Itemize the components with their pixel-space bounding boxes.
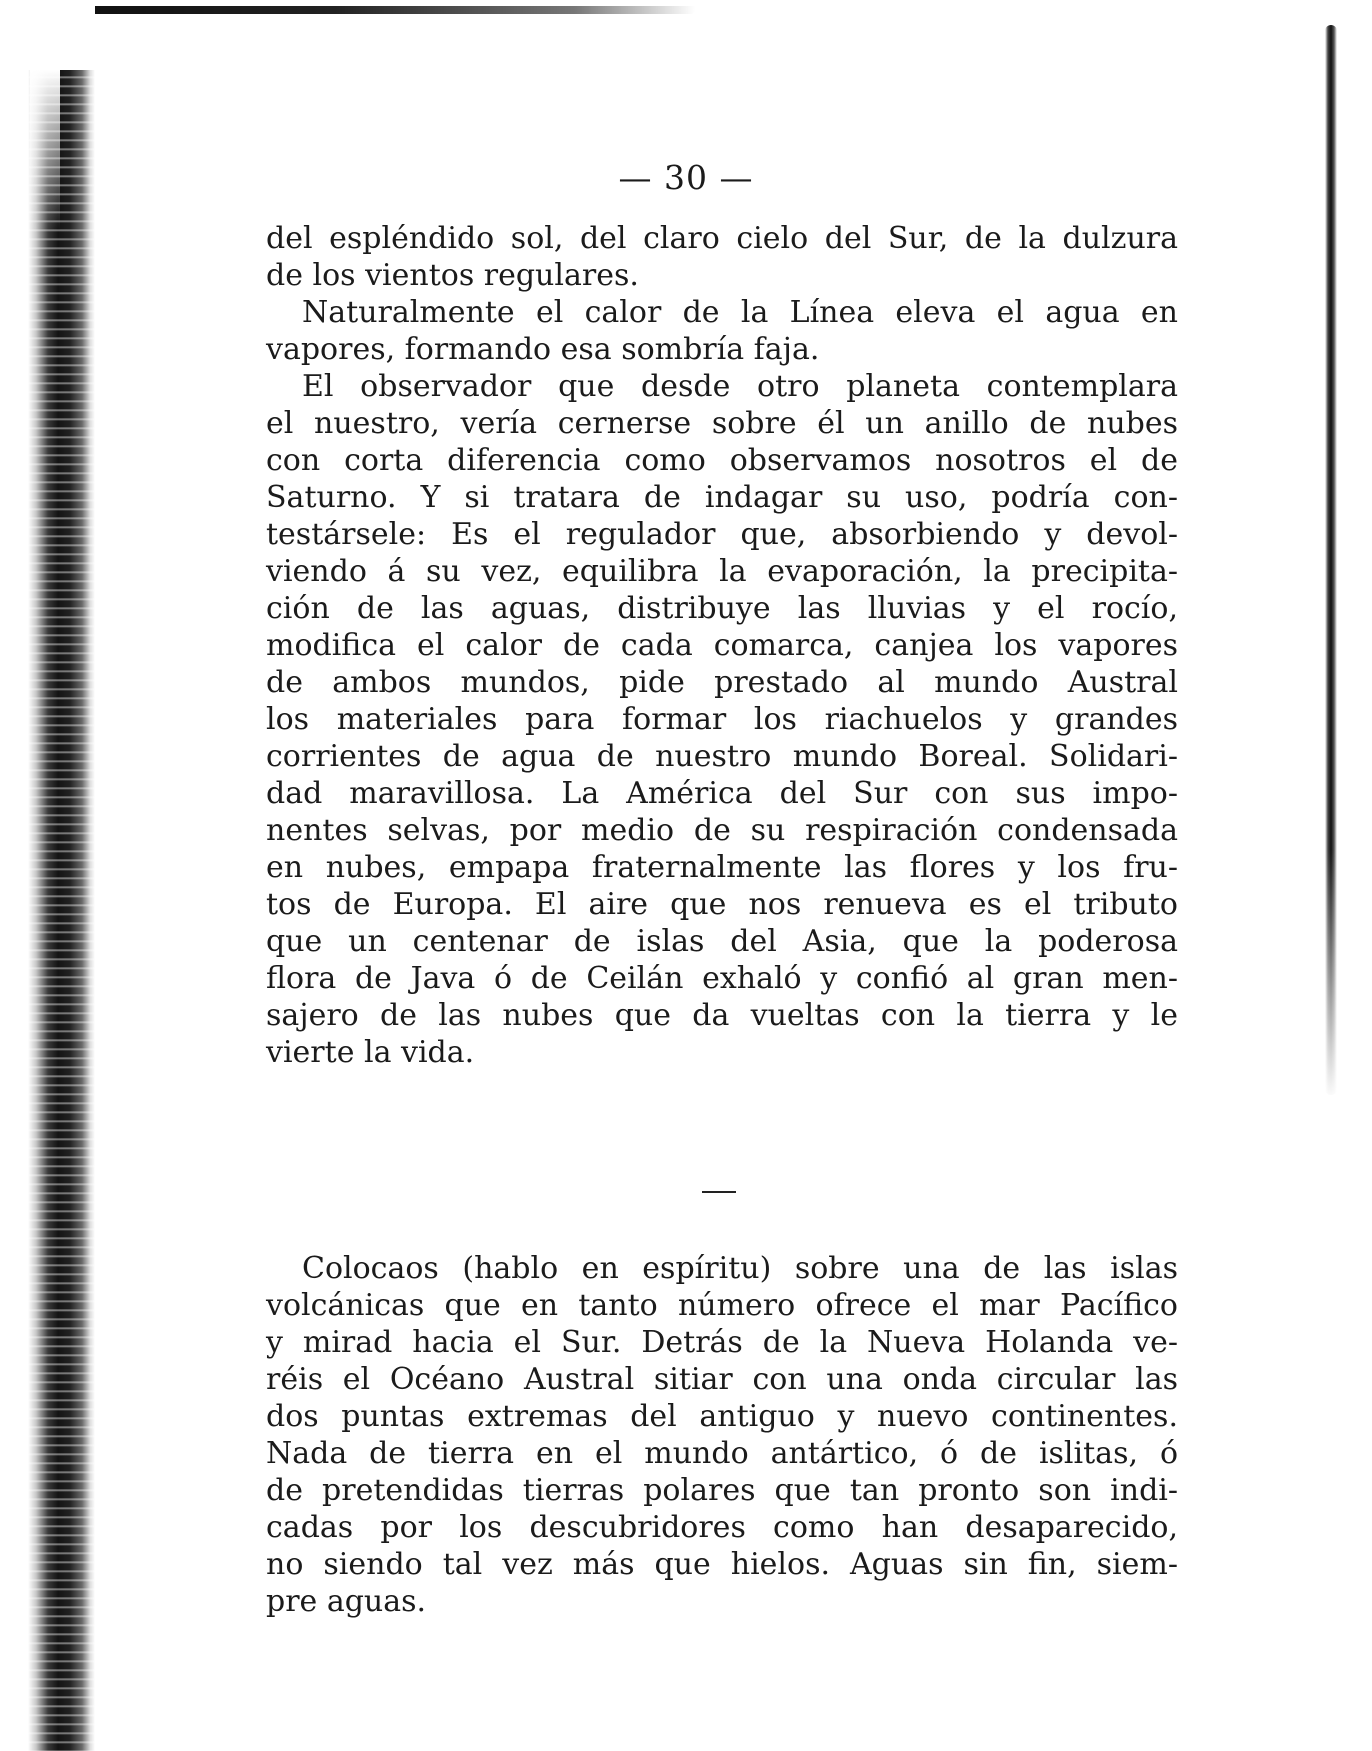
text-line: de ambos mundos, pide prestado al mundo Austral — [266, 665, 1178, 700]
text-line: no siendo tal vez más que hielos. Aguas sin fin, siem- — [266, 1547, 1178, 1582]
text-line: modifica el calor de cada comarca, canjea los vapores — [266, 628, 1178, 663]
text-line: corrientes de agua de nuestro mundo Boreal. Solidari- — [266, 739, 1178, 774]
text-line: dos puntas extremas del antiguo y nuevo continentes. — [266, 1399, 1178, 1434]
scan-left-edge-fade — [30, 70, 60, 230]
text-line: dad maravillosa. La América del Sur con sus impo- — [266, 776, 1178, 811]
text-line: de pretendidas tierras polares que tan pronto son indi- — [266, 1473, 1178, 1508]
section-divider — [702, 1191, 736, 1193]
text-line: sajero de las nubes que da vueltas con la tierra y le — [266, 998, 1178, 1033]
scan-left-edge — [0, 70, 95, 1751]
text-line: del espléndido sol, del claro cielo del Sur, de la dulzura — [266, 221, 1178, 256]
text-line: volcánicas que en tanto número ofrece el mar Pacífico — [266, 1288, 1178, 1323]
text-line: tos de Europa. El aire que nos renueva es el tributo — [266, 887, 1178, 922]
text-line: flora de Java ó de Ceilán exhaló y confió al gran men- — [266, 961, 1178, 996]
text-line: réis el Océano Austral sitiar con una onda circular las — [266, 1362, 1178, 1397]
text-line: El observador que desde otro planeta contemplara — [302, 369, 1178, 404]
text-line: ción de las aguas, distribuye las lluvias y el rocío, — [266, 591, 1178, 626]
page-number: — 30 — — [618, 158, 754, 197]
text-line: vierte la vida. — [266, 1035, 475, 1070]
text-line: de los vientos regulares. — [266, 258, 639, 293]
text-line: testársele: Es el regulador que, absorbiendo y devol- — [266, 517, 1178, 552]
text-line: en nubes, empapa fraternalmente las flores y los fru- — [266, 850, 1178, 885]
text-line: Nada de tierra en el mundo antártico, ó de islitas, ó — [266, 1436, 1178, 1471]
text-line: vapores, formando esa sombría faja. — [266, 332, 820, 367]
text-line: con corta diferencia como observamos nosotros el de — [266, 443, 1178, 478]
text-line: el nuestro, vería cernerse sobre él un anillo de nubes — [266, 406, 1178, 441]
text-line: Naturalmente el calor de la Línea eleva el agua en — [302, 295, 1178, 330]
text-line: viendo á su vez, equilibra la evaporación, la precipita- — [266, 554, 1178, 589]
text-line: nentes selvas, por medio de su respiración condensada — [266, 813, 1178, 848]
text-line: cadas por los descubridores como han desaparecido, — [266, 1510, 1178, 1545]
text-line: los materiales para formar los riachuelos y grandes — [266, 702, 1178, 737]
text-block-upper — [266, 220, 1178, 1071]
text-block-lower — [266, 1250, 1178, 1620]
scan-top-rule — [95, 6, 695, 14]
text-line: y mirad hacia el Sur. Detrás de la Nueva Holanda ve- — [266, 1325, 1178, 1360]
scan-right-edge-fade — [1320, 850, 1342, 1100]
text-line: pre aguas. — [266, 1584, 427, 1619]
text-line: que un centenar de islas del Asia, que la poderosa — [266, 924, 1178, 959]
text-line: Colocaos (hablo en espíritu) sobre una de las islas — [302, 1251, 1178, 1286]
text-line: Saturno. Y si tratara de indagar su uso, podría con- — [266, 480, 1178, 515]
